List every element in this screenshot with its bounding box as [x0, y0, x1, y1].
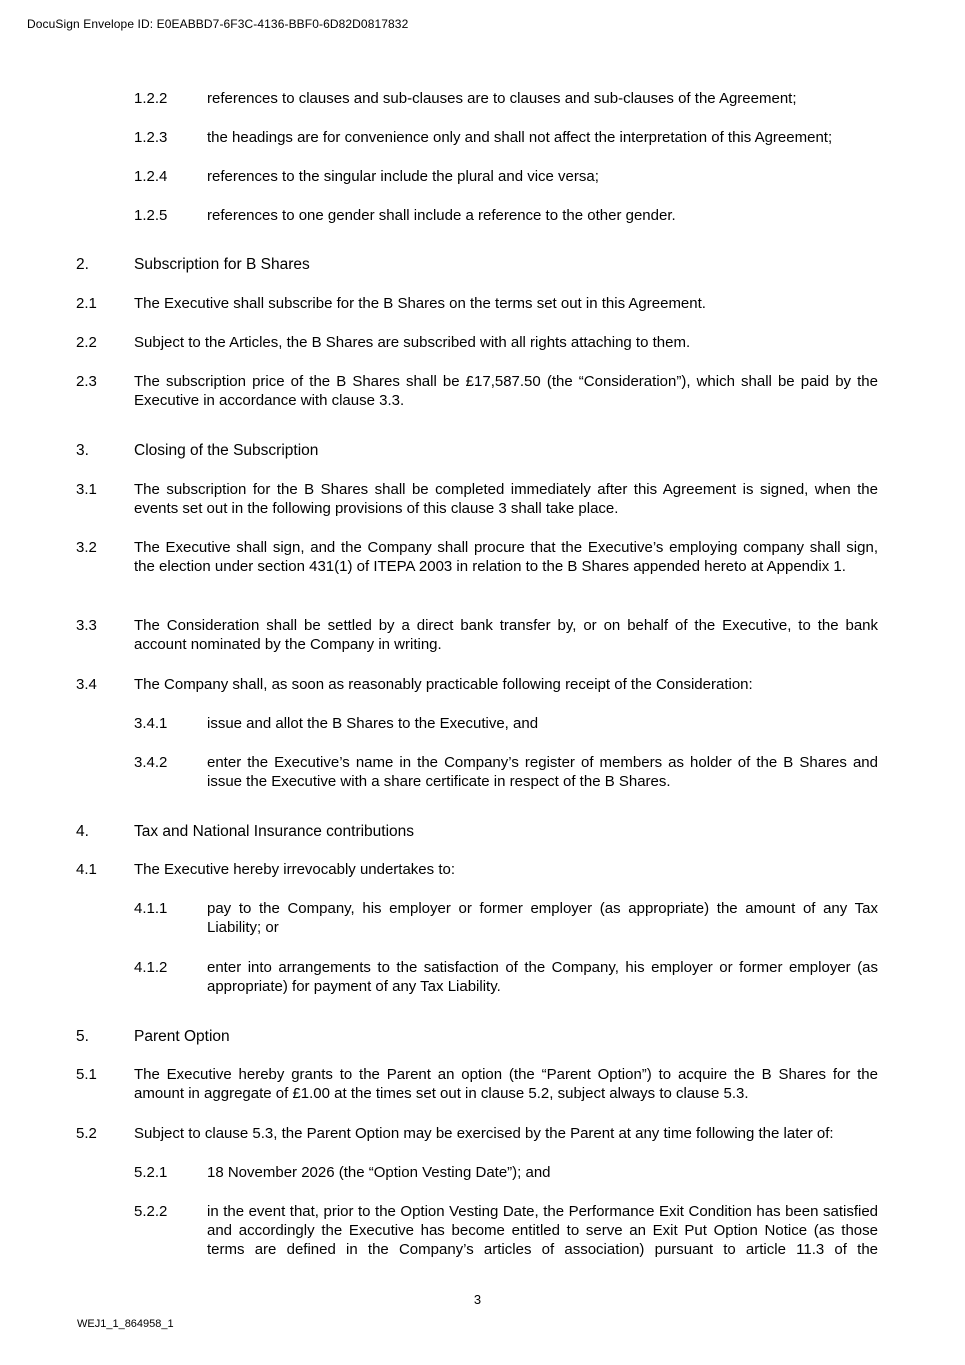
clause-number: 3.4: [76, 676, 97, 693]
clause-text: The Executive hereby irrevocably undertakes to:: [134, 861, 455, 878]
clause-text: enter into arrangements to the satisfaction of the Company, his employer or former employer (as appropriate) for payment of any Tax Liability.: [207, 959, 878, 995]
clause-text: in the event that, prior to the Option Vesting Date, the Performance Exit Condition has been satisfied and accordingly the Executive has become entitled to serve an Exit Put Option Notice (as those terms are defined in the Company’s articles of association) pursuant to article 11.3 of the: [207, 1203, 878, 1258]
clause-number: 1.2.3: [134, 129, 168, 146]
clause-text: the headings are for convenience only and shall not affect the interpretation of this Agreement;: [207, 129, 833, 146]
clause-text: The Executive hereby grants to the Parent an option (the “Parent Option”) to acquire the B Shares for the amount in aggregate of £1.00 at the times set out in clause 5.2, subject always to clause 5.3.: [134, 1066, 878, 1102]
clause-number: 4.1.2: [134, 959, 168, 976]
section-heading: Closing of the Subscription: [134, 442, 319, 459]
clause-text: references to clauses and sub-clauses are to clauses and sub-clauses of the Agreement;: [207, 90, 797, 107]
clause-number: 2.1: [76, 295, 97, 312]
section-heading: Subscription for B Shares: [134, 256, 310, 273]
clause-number: 1.2.5: [134, 207, 168, 224]
clause-number: 1.2.2: [134, 90, 168, 107]
clause-number: 2.2: [76, 334, 97, 351]
clause-number: 5.1: [76, 1066, 97, 1083]
clause-text: enter the Executive’s name in the Company’s register of members as holder of the B Shares and issue the Executive with a share certificate in respect of the B Shares.: [207, 754, 878, 790]
clause-number: 1.2.4: [134, 168, 168, 185]
clause-number: 5.2: [76, 1125, 97, 1142]
section-heading: Parent Option: [134, 1028, 230, 1045]
clause-number: 2.3: [76, 373, 97, 390]
section-number: 3.: [76, 442, 89, 459]
section-number: 2.: [76, 256, 89, 273]
clause-text: The Consideration shall be settled by a direct bank transfer by, or on behalf of the Executive, to the bank account nominated by the Company in writing.: [134, 617, 878, 653]
clause-number: 5.2.1: [134, 1164, 168, 1181]
clause-text: 18 November 2026 (the “Option Vesting Date”); and: [207, 1164, 551, 1181]
clause-number: 3.4.1: [134, 715, 168, 732]
clause-number: 4.1: [76, 861, 97, 878]
clause-text: The Executive shall subscribe for the B Shares on the terms set out in this Agreement.: [134, 295, 706, 312]
section-number: 5.: [76, 1028, 89, 1045]
clause-text: The Company shall, as soon as reasonably practicable following receipt of the Consideration:: [134, 676, 753, 693]
clause-number: 3.2: [76, 539, 97, 556]
clause-number: 4.1.1: [134, 900, 168, 917]
clause-text: Subject to the Articles, the B Shares are subscribed with all rights attaching to them.: [134, 334, 691, 351]
clause-number: 3.4.2: [134, 754, 168, 771]
section-heading: Tax and National Insurance contributions: [134, 823, 415, 840]
clause-text: Subject to clause 5.3, the Parent Option may be exercised by the Parent at any time following the later of:: [134, 1125, 834, 1142]
document-reference: WEJ1_1_864958_1: [77, 1318, 174, 1330]
clause-text: references to one gender shall include a reference to the other gender.: [207, 207, 676, 224]
page-number: 3: [473, 1292, 482, 1307]
clause-number: 5.2.2: [134, 1203, 168, 1220]
clause-text: The subscription for the B Shares shall be completed immediately after this Agreement is signed, when the events set out in the following provisions of this clause 3 shall take place.: [134, 481, 878, 517]
clause-number: 3.3: [76, 617, 97, 634]
clause-text: The subscription price of the B Shares shall be £17,587.50 (the “Consideration”), which shall be paid by the Executive in accordance with clause 3.3.: [134, 373, 878, 409]
clause-text: references to the singular include the plural and vice versa;: [207, 168, 599, 185]
clause-number: 3.1: [76, 481, 97, 498]
section-number: 4.: [76, 823, 89, 840]
envelope-id: DocuSign Envelope ID: E0EABBD7-6F3C-4136-BBF0-6D82D0817832: [27, 17, 409, 31]
clause-text: pay to the Company, his employer or former employer (as appropriate) the amount of any Tax Liability; or: [207, 900, 878, 936]
clause-text: issue and allot the B Shares to the Executive, and: [207, 715, 539, 732]
clause-text: The Executive shall sign, and the Company shall procure that the Executive’s employing company shall sign, the election under section 431(1) of ITEPA 2003 in relation to the B Shares appended hereto at Appendix 1.: [134, 539, 878, 575]
